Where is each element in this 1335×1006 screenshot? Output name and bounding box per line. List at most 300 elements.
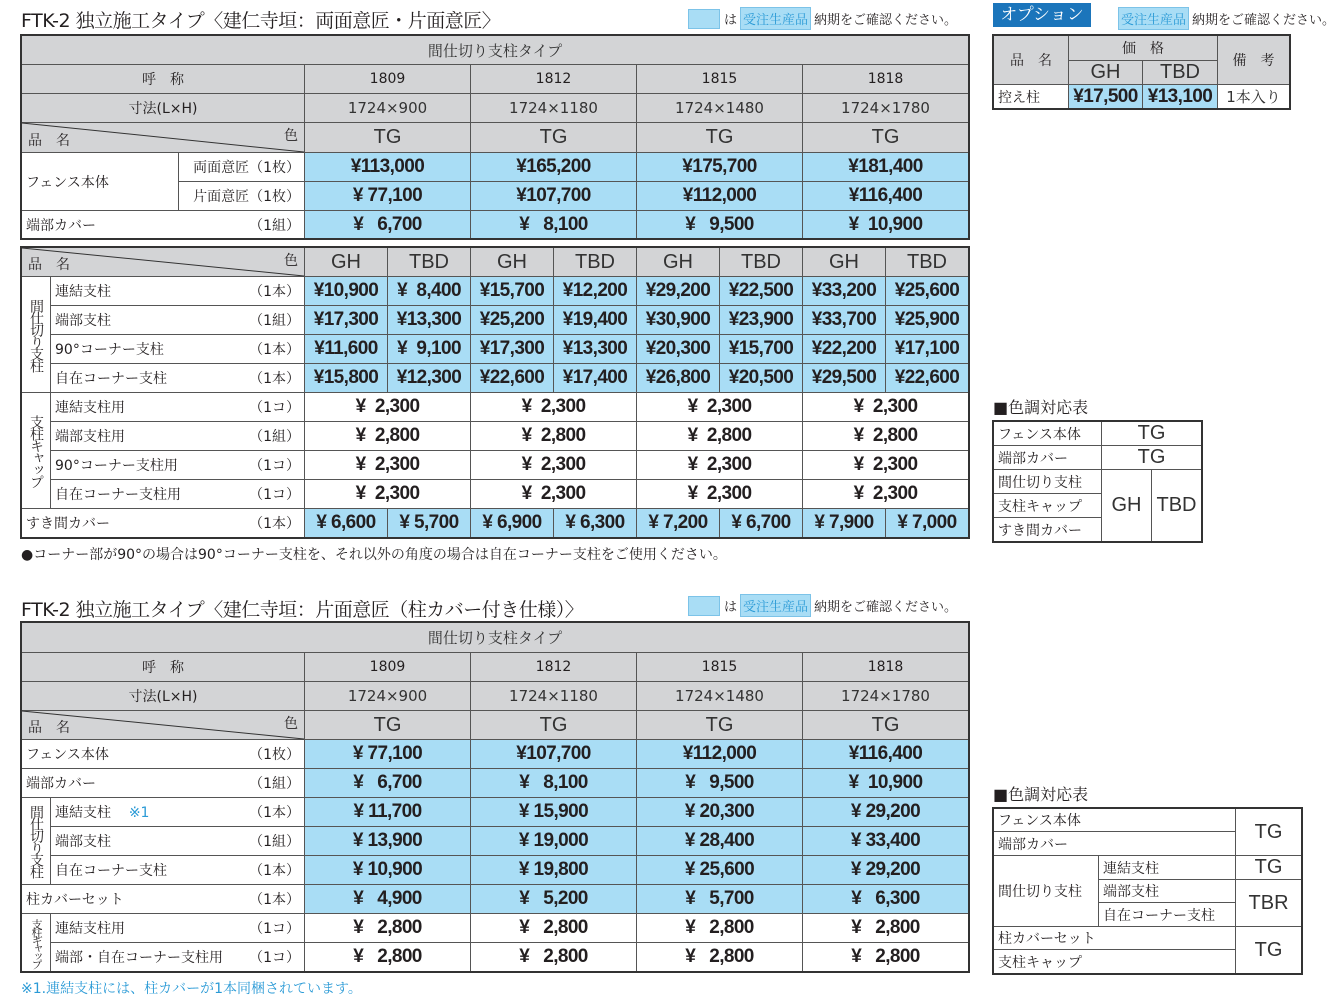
color-table2-title: ■色調対応表	[993, 785, 1089, 804]
price-cell: ¥ 20,300	[637, 798, 803, 827]
color-table1-title: ■色調対応表	[993, 398, 1089, 417]
price-cell: ¥ 8,100	[471, 769, 637, 798]
legend-swatch	[688, 9, 720, 29]
color-item: フェンス本体	[994, 422, 1102, 446]
price-label: 価 格	[1069, 36, 1218, 61]
table-row	[994, 927, 1302, 950]
item-name: 柱カバーセット	[26, 892, 124, 908]
table-row	[22, 451, 969, 480]
color-table1	[993, 421, 1202, 542]
color-header: GH	[637, 248, 720, 277]
item-name: 端部支柱用	[55, 429, 125, 445]
item-name: 連結支柱用	[55, 400, 125, 416]
table-row	[22, 123, 969, 153]
color-header: TBD	[720, 248, 803, 277]
item-color-header	[22, 123, 305, 153]
price-cell: ¥ 29,200	[803, 856, 969, 885]
table-row	[22, 306, 969, 335]
cap-name	[51, 480, 305, 509]
model-color: TG	[803, 711, 969, 740]
price-cell: ¥ 6,300	[803, 885, 969, 914]
price-cell: ¥17,500	[1069, 85, 1143, 109]
table-row	[994, 446, 1202, 470]
cap-name	[51, 422, 305, 451]
item-name: 自在コーナー支柱用	[55, 487, 181, 503]
price-cell: ¥13,300	[388, 306, 471, 335]
price-cell: ¥ 2,300	[305, 393, 471, 422]
item-name: 端部カバー	[26, 776, 96, 792]
price-cell: ¥ 33,400	[803, 827, 969, 856]
model-name: 1809	[305, 65, 471, 94]
model-color: TG	[803, 123, 969, 153]
price-cell: ¥25,900	[886, 306, 969, 335]
item-color-header	[22, 248, 305, 277]
price-cell: ¥12,300	[388, 364, 471, 393]
price-cell: ¥ 2,800	[637, 914, 803, 943]
price-cell: ¥116,400	[803, 740, 969, 769]
item-unit: （1組）	[249, 834, 300, 850]
price-cell: ¥175,700	[637, 153, 803, 182]
item-unit: （1枚）	[249, 747, 300, 763]
price-cell: ¥ 7,200	[637, 509, 720, 538]
section1-fence-price-table	[21, 35, 969, 239]
price-cell: ¥33,200	[803, 277, 886, 306]
cap-name	[51, 914, 305, 943]
cap-name	[51, 393, 305, 422]
color-value: TG	[1236, 809, 1302, 856]
price-cell: ¥ 2,800	[803, 914, 969, 943]
price-cell: ¥10,900	[305, 277, 388, 306]
item-unit: （1本）	[249, 284, 300, 300]
type-header: 間仕切り支柱タイプ	[22, 623, 969, 653]
table-row	[22, 277, 969, 306]
table-row	[22, 153, 969, 182]
cap-group-label: 支柱キャップ	[22, 393, 51, 509]
option-table	[993, 35, 1290, 109]
price-cell: ¥17,400	[554, 364, 637, 393]
table-row	[22, 65, 969, 94]
price-cell: ¥ 19,000	[471, 827, 637, 856]
model-color: TG	[637, 711, 803, 740]
model-name: 1818	[803, 653, 969, 682]
color-header: GH	[1069, 61, 1143, 85]
fence-variant: 片面意匠（1枚）	[179, 182, 305, 211]
color-value: TG	[1236, 856, 1302, 880]
item-unit: （1コ）	[249, 487, 300, 503]
price-cell: ¥107,700	[471, 740, 637, 769]
price-cell: ¥ 7,000	[886, 509, 969, 538]
size-label: 寸法(L×H)	[22, 94, 305, 123]
price-cell: ¥ 8,400	[388, 277, 471, 306]
model-color: TG	[637, 123, 803, 153]
price-cell: ¥ 2,300	[637, 451, 803, 480]
table-row	[994, 856, 1302, 880]
legend-badge: 受注生産品	[1118, 7, 1189, 30]
post-name	[51, 827, 305, 856]
item-name: 連結支柱用	[55, 921, 125, 937]
price-cell: ¥ 77,100	[305, 740, 471, 769]
table-row	[22, 623, 969, 653]
model-size: 1724×1180	[471, 94, 637, 123]
model-name: 1818	[803, 65, 969, 94]
item-unit: （1コ）	[249, 950, 300, 966]
model-name: 1815	[637, 653, 803, 682]
price-cell: ¥25,600	[886, 277, 969, 306]
post-name	[51, 856, 305, 885]
item-label: 品 名	[28, 257, 70, 273]
item-name: 90°コーナー支柱	[55, 342, 164, 358]
color-item: 間仕切り支柱	[994, 470, 1102, 494]
size-label: 寸法(L×H)	[22, 682, 305, 711]
price-cell: ¥ 2,300	[471, 393, 637, 422]
item-name: 90°コーナー支柱用	[55, 458, 178, 474]
item-unit: （1本）	[249, 516, 300, 532]
price-cell: ¥22,500	[720, 277, 803, 306]
item-unit: （1組）	[249, 429, 300, 445]
color-header: TBD	[886, 248, 969, 277]
price-cell: ¥ 2,800	[637, 943, 803, 972]
color-label: 色	[284, 128, 298, 144]
price-cell: ¥ 77,100	[305, 182, 471, 211]
price-cell: ¥ 2,300	[471, 451, 637, 480]
table-row	[22, 711, 969, 740]
table-row	[22, 364, 969, 393]
price-cell: ¥22,600	[471, 364, 554, 393]
item-name: 端部カバー	[26, 217, 96, 234]
color-item: 端部カバー	[994, 446, 1102, 470]
price-cell: ¥19,400	[554, 306, 637, 335]
price-cell: ¥ 2,300	[471, 480, 637, 509]
price-cell: ¥30,900	[637, 306, 720, 335]
price-cell: ¥11,600	[305, 335, 388, 364]
price-cell: ¥20,300	[637, 335, 720, 364]
price-cell: ¥17,300	[471, 335, 554, 364]
price-cell: ¥ 13,900	[305, 827, 471, 856]
price-cell: ¥ 2,800	[471, 914, 637, 943]
type-header: 間仕切り支柱タイプ	[22, 36, 969, 65]
price-cell: ¥ 6,700	[305, 769, 471, 798]
price-cell: ¥ 4,900	[305, 885, 471, 914]
price-cell: ¥ 6,700	[305, 211, 471, 239]
item-label: 品 名	[28, 133, 70, 149]
price-cell: ¥ 6,300	[554, 509, 637, 538]
price-cell: ¥ 2,800	[305, 914, 471, 943]
price-cell: ¥23,900	[720, 306, 803, 335]
item-unit: （1本）	[249, 892, 300, 908]
price-cell: ¥116,400	[803, 182, 969, 211]
table-row	[22, 914, 969, 943]
table-row	[22, 509, 969, 538]
price-cell: ¥ 2,300	[803, 393, 969, 422]
price-cell: ¥ 2,800	[803, 422, 969, 451]
price-cell: ¥ 8,100	[471, 211, 637, 239]
post-group-label: 間仕切り支柱	[22, 277, 51, 393]
item-label: 品 名	[28, 720, 70, 736]
price-cell: ¥ 19,800	[471, 856, 637, 885]
color-header: TBD	[1143, 61, 1218, 85]
price-cell: ¥29,200	[637, 277, 720, 306]
table-row	[22, 856, 969, 885]
price-cell: ¥ 9,500	[637, 211, 803, 239]
section1-note: ●コーナー部が90°の場合は90°コーナー支柱を、それ以外の角度の場合は自在コーナー支柱をご使用ください。	[21, 547, 727, 563]
legend-badge: 受注生産品	[740, 594, 811, 617]
model-name: 1812	[471, 653, 637, 682]
price-cell: ¥ 2,300	[305, 480, 471, 509]
price-cell: ¥ 5,700	[637, 885, 803, 914]
remarks-label: 備 考	[1218, 36, 1290, 85]
table-row	[22, 827, 969, 856]
price-cell: ¥ 2,300	[803, 451, 969, 480]
table-row	[994, 470, 1202, 494]
end-cover-name	[22, 769, 305, 798]
color-value: TG	[1236, 927, 1302, 974]
price-cell: ¥ 2,300	[305, 451, 471, 480]
price-cell: ¥112,000	[637, 740, 803, 769]
option-name: 控え柱	[994, 85, 1069, 109]
table-row	[22, 798, 969, 827]
price-cell: ¥107,700	[471, 182, 637, 211]
price-cell: ¥ 9,500	[637, 769, 803, 798]
color-value: TG	[1102, 422, 1202, 446]
item-name: すき間カバー	[26, 516, 110, 532]
color-header: TBD	[388, 248, 471, 277]
legend-is: は	[724, 13, 738, 28]
price-cell: ¥20,500	[720, 364, 803, 393]
cap-group-label: 支柱キャップ	[22, 914, 51, 972]
item-unit: （1コ）	[249, 400, 300, 416]
price-cell: ¥15,700	[471, 277, 554, 306]
color-subitem: 連結支柱	[1099, 856, 1236, 880]
table-row	[22, 885, 969, 914]
table-row	[22, 943, 969, 972]
color-value: TBR	[1236, 880, 1302, 927]
item-unit: （1本）	[249, 342, 300, 358]
item-name: 自在コーナー支柱	[55, 863, 167, 879]
item-name: 端部支柱	[55, 834, 111, 850]
price-cell: ¥13,300	[554, 335, 637, 364]
table-row	[22, 422, 969, 451]
color-header: GH	[305, 248, 388, 277]
item-name: 端部支柱	[55, 313, 111, 329]
color-value: TBD	[1152, 470, 1202, 542]
post-name	[51, 277, 305, 306]
legend-note: 納期をご確認ください。	[814, 13, 958, 28]
model-size: 1724×1180	[471, 682, 637, 711]
table-row	[22, 36, 969, 65]
item-name: 連結支柱	[55, 284, 111, 300]
post-group-label: 間仕切り支柱	[22, 798, 51, 885]
section1-post-price-table	[21, 247, 969, 538]
model-size: 1724×1480	[637, 682, 803, 711]
color-item: フェンス本体	[994, 809, 1236, 832]
price-cell: ¥165,200	[471, 153, 637, 182]
model-color: TG	[471, 711, 637, 740]
color-label: 色	[284, 716, 298, 732]
price-cell: ¥33,700	[803, 306, 886, 335]
model-color: TG	[305, 711, 471, 740]
color-header: GH	[803, 248, 886, 277]
name-label: 呼 称	[22, 653, 305, 682]
color-item: 柱カバーセット	[994, 927, 1236, 950]
price-cell: ¥25,200	[471, 306, 554, 335]
color-value: TG	[1102, 446, 1202, 470]
price-cell: ¥113,000	[305, 153, 471, 182]
price-cell: ¥13,100	[1143, 85, 1218, 109]
model-name: 1812	[471, 65, 637, 94]
table-row	[22, 653, 969, 682]
color-subitem: 自在コーナー支柱	[1099, 903, 1236, 927]
section2-footnote: ※1.連結支柱には、柱カバーが1本同梱されています。	[21, 981, 362, 997]
cap-name	[51, 451, 305, 480]
table-row	[22, 94, 969, 123]
model-color: TG	[471, 123, 637, 153]
item-color-header	[22, 711, 305, 740]
price-cell: ¥ 2,800	[471, 943, 637, 972]
color-table2	[993, 808, 1302, 974]
fence-group: フェンス本体	[22, 153, 179, 211]
made-to-order-legend	[688, 7, 957, 30]
model-color: TG	[305, 123, 471, 153]
section2-price-table	[21, 622, 969, 972]
legend-swatch	[688, 596, 720, 616]
cap-name	[51, 943, 305, 972]
model-size: 1724×900	[305, 94, 471, 123]
gap-cover-name	[22, 509, 305, 538]
price-cell: ¥22,200	[803, 335, 886, 364]
price-cell: ¥15,700	[720, 335, 803, 364]
legend-is: は	[724, 600, 738, 615]
post-name	[51, 335, 305, 364]
item-name: 自在コーナー支柱	[55, 371, 167, 387]
color-item: 端部カバー	[994, 832, 1236, 856]
table-row	[22, 480, 969, 509]
made-to-order-legend-2	[688, 594, 957, 617]
fence-name	[22, 740, 305, 769]
option-tag	[993, 3, 1091, 27]
price-cell: ¥ 2,800	[471, 422, 637, 451]
price-cell: ¥181,400	[803, 153, 969, 182]
color-label: 色	[284, 253, 298, 269]
price-cell: ¥ 5,700	[388, 509, 471, 538]
table-row	[994, 809, 1302, 832]
price-cell: ¥ 2,300	[637, 393, 803, 422]
price-cell: ¥112,000	[637, 182, 803, 211]
price-cell: ¥ 2,300	[803, 480, 969, 509]
price-cell: ¥ 7,900	[803, 509, 886, 538]
price-cell: ¥ 25,600	[637, 856, 803, 885]
item-name: 端部・自在コーナー支柱用	[55, 950, 223, 966]
price-cell: ¥ 6,600	[305, 509, 388, 538]
legend-note: 納期をご確認ください。	[1192, 13, 1335, 28]
item-unit: （1組）	[249, 217, 300, 234]
table-row	[994, 85, 1290, 109]
post-name	[51, 306, 305, 335]
price-cell: ¥17,100	[886, 335, 969, 364]
model-size: 1724×1480	[637, 94, 803, 123]
color-header: GH	[471, 248, 554, 277]
color-item: 間仕切り支柱	[994, 856, 1099, 927]
color-item: すき間カバー	[994, 518, 1102, 542]
price-cell: ¥ 6,700	[720, 509, 803, 538]
price-cell: ¥ 29,200	[803, 798, 969, 827]
legend-note: 納期をご確認ください。	[814, 600, 958, 615]
price-cell: ¥ 6,900	[471, 509, 554, 538]
price-cell: ¥ 2,800	[305, 422, 471, 451]
post-cover-name	[22, 885, 305, 914]
price-cell: ¥22,600	[886, 364, 969, 393]
price-cell: ¥ 11,700	[305, 798, 471, 827]
model-name: 1815	[637, 65, 803, 94]
legend-badge: 受注生産品	[740, 7, 811, 30]
price-cell: ¥29,500	[803, 364, 886, 393]
item-name: フェンス本体	[26, 747, 109, 763]
price-cell: ¥26,800	[637, 364, 720, 393]
item-name: 連結支柱	[55, 805, 111, 821]
post-name	[51, 798, 305, 827]
option-tag-label: オプション	[1000, 5, 1084, 25]
model-size: 1724×1780	[803, 94, 969, 123]
section2-title: FTK-2 独立施工タイプ〈建仁寺垣：片面意匠（柱カバー付き仕様）〉	[21, 599, 584, 621]
item-label: 品 名	[994, 36, 1069, 85]
table-row	[22, 248, 969, 277]
price-cell: ¥ 28,400	[637, 827, 803, 856]
table-row	[22, 335, 969, 364]
price-cell: ¥ 15,900	[471, 798, 637, 827]
price-cell: ¥ 2,300	[637, 480, 803, 509]
table-row	[22, 211, 969, 239]
price-cell: ¥17,300	[305, 306, 388, 335]
post-name	[51, 364, 305, 393]
price-cell: ¥ 10,900	[305, 856, 471, 885]
price-cell: ¥ 10,900	[803, 769, 969, 798]
table-row	[994, 36, 1290, 61]
item-unit: （1組）	[249, 313, 300, 329]
item-unit: （1コ）	[249, 921, 300, 937]
price-cell: ¥ 5,200	[471, 885, 637, 914]
table-row	[22, 682, 969, 711]
price-cell: ¥ 2,800	[803, 943, 969, 972]
color-subitem: 端部支柱	[1099, 880, 1236, 903]
price-cell: ¥ 9,100	[388, 335, 471, 364]
item-unit: （1本）	[249, 863, 300, 879]
item-unit: （1組）	[249, 776, 300, 792]
section1-title: FTK-2 独立施工タイプ〈建仁寺垣：両面意匠・片面意匠〉	[21, 10, 501, 32]
end-cover-name	[22, 211, 305, 239]
model-name: 1809	[305, 653, 471, 682]
name-label: 呼 称	[22, 65, 305, 94]
table-row	[22, 393, 969, 422]
option-remarks: 1本入り	[1218, 85, 1290, 109]
footnote-mark[interactable]: ※1	[128, 805, 150, 821]
item-unit: （1コ）	[249, 458, 300, 474]
color-header: TBD	[554, 248, 637, 277]
price-cell: ¥ 10,900	[803, 211, 969, 239]
price-cell: ¥15,800	[305, 364, 388, 393]
price-cell: ¥ 2,800	[305, 943, 471, 972]
model-size: 1724×1780	[803, 682, 969, 711]
color-item: 支柱キャップ	[994, 494, 1102, 518]
table-row	[22, 740, 969, 769]
fence-variant: 両面意匠（1枚）	[179, 153, 305, 182]
option-legend	[1115, 7, 1335, 30]
item-unit: （1本）	[249, 805, 300, 821]
table-row	[22, 769, 969, 798]
item-unit: （1本）	[249, 371, 300, 387]
model-size: 1724×900	[305, 682, 471, 711]
table-row	[994, 422, 1202, 446]
color-item: 支柱キャップ	[994, 950, 1236, 974]
color-value: GH	[1102, 470, 1152, 542]
